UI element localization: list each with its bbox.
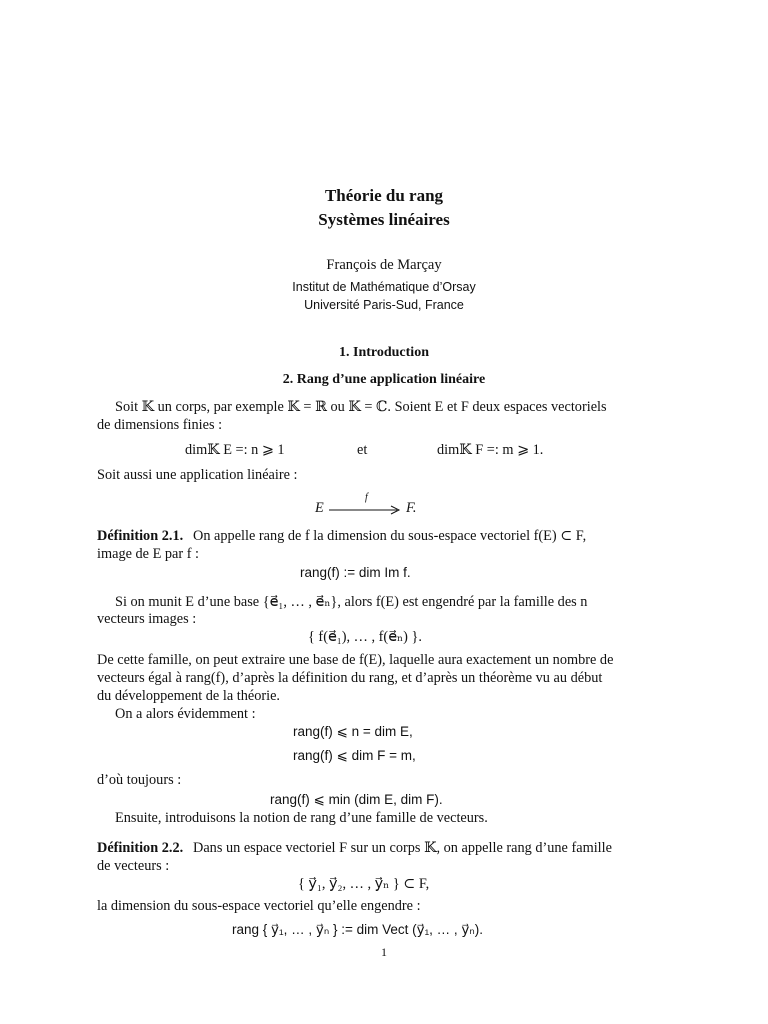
paragraph-4-line-2: vecteurs égal à rang(f), d’après la définition du rang, et d’après un théorème vu au début xyxy=(97,670,603,686)
paragraph-1-line-2: de dimensions finies : xyxy=(97,417,223,433)
definition-2-2-line-2: de vecteurs : xyxy=(97,858,170,874)
author-name: François de Marçay xyxy=(326,257,442,273)
equation-inequality-1: rang(f) ⩽ n = dim E, xyxy=(293,724,413,739)
paragraph-1-line-1: Soit 𝕂 un corps, par exemple 𝕂 = ℝ ou 𝕂 = ℂ. Soient E et F deux espaces vectoriels xyxy=(115,399,607,415)
section-heading-2: 2. Rang d’une application linéaire xyxy=(282,372,486,387)
definition-2-1-heading: Définition 2.1. xyxy=(97,528,184,544)
equation-connector: et xyxy=(357,442,368,458)
equation-image-vectors: { f(e⃗₁), … , f(e⃗ₙ) }. xyxy=(308,629,422,645)
equation-rank-min: rang(f) ⩽ min (dim E, dim F). xyxy=(270,792,443,807)
right-arrow-icon xyxy=(329,505,403,515)
paragraph-8: la dimension du sous-espace vectoriel qu’elle engendre : xyxy=(97,898,421,914)
equation-vector-family: { y⃗₁, y⃗₂, … , y⃗ₙ } ⊂ F, xyxy=(298,876,430,892)
equation-dim-F: dim𝕂 F =: m ⩾ 1. xyxy=(437,442,544,458)
equation-rank-family: rang { y⃗₁, … , y⃗ₙ } := dim Vect (y⃗₁, … , y⃗ₙ). xyxy=(232,922,484,937)
paragraph-6: d’où toujours : xyxy=(97,772,182,788)
paragraph-2: Soit aussi une application linéaire : xyxy=(97,467,298,483)
equation-inequality-2: rang(f) ⩽ dim F = m, xyxy=(293,748,416,763)
affiliation-line-2: Université Paris-Sud, France xyxy=(304,298,464,312)
equation-rang-def: rang(f) := dim Im f. xyxy=(300,565,411,580)
paragraph-5: On a alors évidemment : xyxy=(115,706,256,722)
map-label: f xyxy=(365,492,368,503)
map-domain: E xyxy=(315,500,324,516)
paragraph-3-line-1: Si on munit E d’une base {e⃗₁, … , e⃗ₙ}, alors f(E) est engendré par la famille des n xyxy=(115,594,588,610)
definition-2-1-line-1: On appelle rang de f la dimension du sous-espace vectoriel f(E) ⊂ F, xyxy=(193,528,587,544)
definition-2-2-heading: Définition 2.2. xyxy=(97,840,184,856)
paragraph-4-line-1: De cette famille, on peut extraire une base de f(E), laquelle aura exactement un nombre de xyxy=(97,652,614,668)
affiliation-line-1: Institut de Mathématique d’Orsay xyxy=(292,280,476,294)
paragraph-7: Ensuite, introduisons la notion de rang d’une famille de vecteurs. xyxy=(115,810,488,826)
definition-2-2-line-1: Dans un espace vectoriel F sur un corps 𝕂, on appelle rang d’une famille xyxy=(193,840,612,856)
map-codomain: F. xyxy=(406,500,417,516)
paragraph-3-line-2: vecteurs images : xyxy=(97,611,197,627)
section-heading-1: 1. Introduction xyxy=(339,345,429,360)
page-number: 1 xyxy=(381,945,387,959)
definition-2-1-line-2: image de E par f : xyxy=(97,546,200,562)
title-line-2: Systèmes linéaires xyxy=(318,210,450,229)
paragraph-4-line-3: du développement de la théorie. xyxy=(97,688,281,704)
title-line-1: Théorie du rang xyxy=(324,186,444,205)
equation-dim-E: dim𝕂 E =: n ⩾ 1 xyxy=(185,442,285,458)
